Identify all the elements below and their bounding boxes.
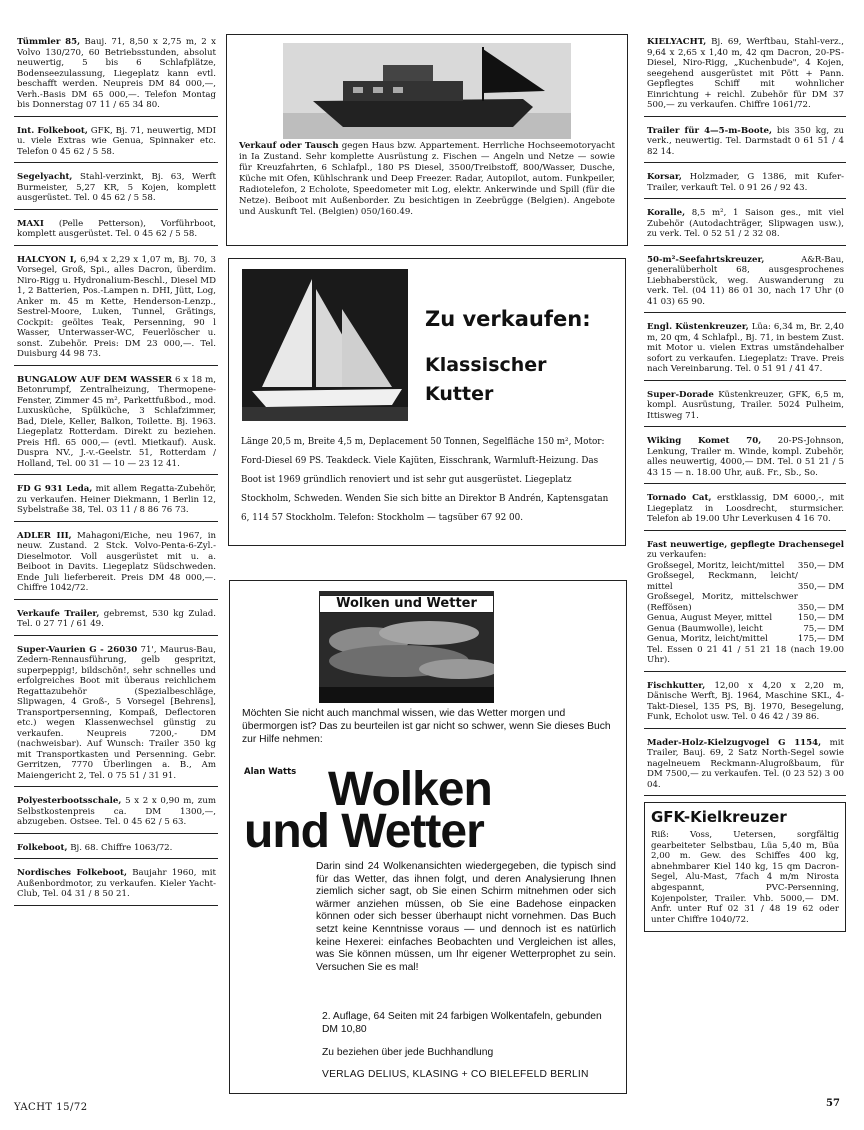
classified-ad-body: Küstenkreuzer, GFK, 6,5 m, kompl. Ausrüstung, Trailer. 5024 Pulheim, Ittisweg 71. [647,389,844,421]
classified-ad-head: Mader-Holz-Kielzugvogel G 1154, [647,737,822,748]
classified-ad [14,481,218,522]
classified-ad-head: Tümmler 85, [17,37,81,47]
gfk-ad [644,802,846,932]
classified-ad-head: Int. Folkeboot, [17,125,88,136]
classified-ad [14,793,218,834]
kutter-heading-title: Klassischer Kutter [425,354,547,405]
classified-ad-body: 6 x 18 m, Betonrumpf, Zentralheizung, Thermopene-Fenster, Zimmer 45 m², Parkettfußbod., mod. Luxusküche, Spülküche, 3 Schlafzimmer, Bad, Diele, Keller, Balkon, Toilette. Bj. 1963. Liegeplatz Rotterdam. Direkt zu beziehen. Preis Hfl. 65 000,— (evtl. Mietkauf). Ausk. Duspra NV., J.-v.-Geelstr. 51, Rotterdam / Holland, Tel. 00 31 — 10 — 23 12 41. [17,374,217,469]
book-edition: 2. Auflage, 64 Seiten mit 24 farbigen Wolkentafeln, gebunden DM 10,80 [322,1011,602,1035]
sails-contact: Tel. Essen 0 21 41 / 51 21 18 (nach 19.00 Uhr). [647,644,844,665]
sail-name: Genua, Moritz, leicht/mittel [647,634,768,644]
classified-ad-head: Verkaufe Trailer, [17,608,100,619]
classified-ad [14,372,218,476]
sail-price: 350,— DM [797,560,844,571]
classified-ad-head: HALCYON I, [17,254,77,265]
magazine-issue: YACHT 15/72 [14,1102,88,1113]
right-classifieds-column [644,34,846,932]
classified-ad-head: KIELYACHT, [647,37,707,47]
book-ad [229,580,627,1094]
book-intro: Möchten Sie nicht auch manchmal wissen, wie das Wetter morgen und übermorgen ist? Das zu beurteilen ist gar nicht so schwer, wenn Sie dieses Buch zur Hilfe nehmen: [242,708,611,745]
classified-ad [644,735,846,797]
sail-price: 175,— DM [797,634,844,644]
book-publisher: VERLAG DELIUS, KLASING + CO BIELEFELD BERLIN [322,1069,589,1080]
classified-ad-head: Fischkutter, [647,680,706,691]
classified-ad-head: Koralle, [647,208,686,218]
kutter-text: Länge 20,5 m, Breite 4,5 m, Deplacement 50 Tonnen, Segelfläche 150 m², Motor: Ford-Diesel 69 PS. Teakdeck. Viele Kajüten, Eisschrank, Warmluft-Heizung. Das Boot ist 1969 gründlich renoviert und ist sehr gut ausgerüstet. Liegeplatz Stockholm, Schweden. Wenden Sie sich bitte an Direktor B Andrén, Kaptensgatan 6, 114 57 Stockholm. Telefon: Stockholm — tagsüber 67 92 00. [241,437,609,523]
kutter-photo [242,269,408,421]
sail-item [647,592,844,613]
classified-ad-head: Folkeboot, [17,842,68,853]
sail-item [647,613,844,624]
classified-ad [644,169,846,199]
classified-ad-body: 6,94 x 2,29 x 1,07 m, Bj. 70, 3 Vorsegel, Groß, Spi., alles Dacron, überdim. Niro-Rigg u. Hydronalium-Beschl., Diesel MD 1, 2 Batterien, Pos.-Lampen n. DHI, Jütt, Log, Anker m. 45 m Kette, Henderson-Lenzp., Sestrel-Moore, Luken, Tunnel, Grätings, Cockpit: geöltes Teak, Persenning, 90 l Wasser, Unterwasser-WC, Feuerlöscher u. sonst. Zubehör. Preis: DM 23 000,—. Tel. Duisburg 44 98 73. [17,254,216,359]
classified-ad [644,490,846,531]
classified-ad-head: Segelyacht, [17,172,73,182]
book-title-line1: Wolken [328,763,492,816]
book-author: Alan Watts [244,767,297,777]
classified-ad-head: Tornado Cat, [647,493,712,503]
sail-name: Großsegel, Moritz, leicht/mittel [647,560,785,571]
classified-ad-body: mit Trailer, Bauj. 69, 2 Satz North-Segel sowie nagelneuem Reckmann-Alugroßbaum, für DM 7500,— zu verkaufen. Tel. (0 23 52) 3 00 04. [647,737,844,790]
motoryacht-text: Verkauf oder Tausch gegen Haus bzw. Appartement. Herrliche Hochseemotoryacht in Ia Zustand. Sehr komplette Ausrüstung z. Fischen — Angeln und Netze — sowie für Kreuzfahrten, 6 Schlafpl., 180 PS Diesel, 3500/Treibstoff, 800/Wasser, Dusche, Küche mit Ofen, Kühlschrank und Deep Freezer. Radar, Autopilot, autom. Funkpeiler, Radiotelefon, 2 Echolote, Speedometer mit Log, elektr. Ankerwinde und Spill (für die Netze). Beiboot mit Außenborder. Zu besichtigen in Zeebrügge (Belgien). Angebote und Auskunft Tel. (Belgien) 050/160.49. [239,141,615,217]
classified-ad-head: ADLER III, [17,530,72,541]
classified-ad-body: mit allem Regatta-Zubehör, zu verkaufen. Heiner Diekmann, 1 Berlin 12, Sybelstraße 38, Tel. 03 11 / 8 86 76 73. [17,484,217,515]
classified-ad-head: 50-m²-Seefahrtskreuzer, [647,254,765,265]
classified-ad-head: Engl. Küstenkreuzer, [647,322,749,332]
book-cover-title: Wolken und Wetter [319,595,494,613]
classified-ad-body: Baujahr 1960, mit Außenbordmotor, zu verkaufen. Kieler Yacht-Club, Tel. 04 31 / 8 50 21. [17,868,216,899]
classified-ad-body: Bauj. 71, 8,50 x 2,75 m, 2 x Volvo 130/270, 60 Betriebsstunden, absolut neuwertig, 5 bis 6 Schlafplätze, Bodenseezulassung, Liegeplatz kann evtl. beschafft werden. Neupreis DM 84 000,—, Verh.-Basis DM 65 000,—. Telefon Montag bis Donnerstag 07 11 / 65 34 80. [17,37,216,110]
classified-ad [644,205,846,246]
classified-ad-head: Korsar, [647,172,682,182]
classified-ad-head: Nordisches Folkeboot, [17,868,127,878]
sail-item [647,561,844,572]
book-title [244,763,624,858]
classified-ad [14,528,218,600]
sail-name: Großsegel, Reckmann, leicht/ mittel [647,571,798,592]
gfk-title: GFK-Kielkreuzer [651,808,787,826]
classified-ad-body: 5 x 2 x 0,90 m, zum Selbstkostenpreis ca. DM 1300,—, abzugeben. Ostsee. Tel. 0 45 62 / 5 63. [17,796,217,827]
sail-price: 350,— DM [797,602,844,613]
book-description: Darin sind 24 Wolkenansichten wiedergegeben, die typisch sind für das Wetter, das ihnen folgt, und deren Analysierung Ihnen ziemlich sicher sagt, ob Sie einen Schirm mitnehmen oder sich wärmer anziehen müssen, ob Sie eine Badehose einpacken können oder sich besser überhaupt nicht vornehmen. Das Buch setzt keine Kenntnisse voraus — und dennoch ist es natürlich keine Hexerei: einfaches Beobachten und Vergleichen ist alles, was Sie können müssen, um Ihr eigener Wetterprophet zu sein. Versuchen Sie es mal! [316,861,616,973]
classified-ad [644,387,846,428]
classified-ad-head: FD G 931 Leda, [17,484,93,494]
motoryacht-photo [283,43,571,139]
classified-ad [644,34,846,117]
sail-name: Genua, August Meyer, mittel [647,613,773,623]
classified-ad [14,34,218,117]
classified-ad-body: Bj. 69, Werftbau, Stahl-verz., 9,64 x 2,65 x 1,40 m, 42 qm Dacron, 20-PS-Diesel, Niro-Rigg, „Kuchenbude", 4 Kojen, seegehend ausgerüstet mit Pött + Pann. Gepflegtes Schiff mit wohnlicher Einrichtung + reichl. Zubehör für DM 37 500,— zu verkaufen. Chiffre 1061/72. [647,37,845,110]
gfk-body: Riß: Voss, Uetersen, sorgfältig gearbeiteter Selbstbau, Lüa 5,40 m, Büa 2,00 m. Gew. des Schiffes 400 kg, abnehmbarer Kiel 140 kg, 15 qm Dacron-Segel, Alu-Mast, 7fach 4 m/m Nirosta abgespannt, PVC-Persenning, Kojenpolster, Trailer. Vhb. 5000,— DM. Anfr. unter Ruf 02 31 / 48 19 62 oder unter Chiffre 1040/72. [651,830,839,925]
sail-price: 75,— DM [803,623,844,634]
classified-ad-head: Wiking Komet 70, [647,436,762,446]
sail-name: Genua (Baumwolle), leicht [647,623,763,634]
classified-ad [644,252,846,314]
classified-ad-head: Super-Vaurien G - 26030 [17,644,138,655]
sail-price: 150,— DM [797,613,844,623]
classified-ad [644,433,846,484]
left-classifieds-column [14,34,218,912]
sail-item [647,634,844,645]
sails-ad: Fast neuwertige, gepflegte Drachensegel zu verkaufen: Großsegel, Moritz, leicht/mittel 350,— DM Großsegel, Reckmann, leicht/ mittel 350,— DM Großsegel, Moritz, mittelschwer (Reffösen) 350,— DM Genua, August Meyer, mittel 150,— DM Genua (Baumwolle), leicht 75,— DM Genua, Moritz, leicht/mittel 175,— DM Tel. Essen 0 21 41 / 51 21 18 (nach 19.00 Uhr). [644,537,846,672]
sail-item [647,571,844,592]
classified-ad-body: Bj. 68. Chiffre 1063/72. [70,842,173,853]
classified-ad-head: BUNGALOW AUF DEM WASSER [17,374,172,385]
classified-ad-head: Super-Dorade [647,389,714,400]
classified-ad-head: Polyesterbootsschale, [17,796,122,806]
classified-ad-head: MAXI [17,218,44,229]
page-number: 57 [826,1098,840,1109]
classified-ad [14,252,218,366]
classified-ad-body: 71', Maurus-Bau, Zedern-Rennausführung, gelb gespritzt, superpeppig!, bildschön!, sehr schnelles und erfolgreiches Boot mit überaus reichlichem Regattazubehör (Spezialbeschläge, Slipwagen, 4 Groß-, 5 Vorsegel [Behrens], Transportpersenning, Kompaß, Deflectoren etc.) wegen Klassenwechsel günstig zu verkaufen. Neupreis 7200,- DM (nachweisbar). Auf Wunsch: Trailer 350 kg mit Transportkasten und Persenning. Gebr. Gerritzen, 7770 Überlingen a. B., Am Maiengericht 2, Tel. 0 75 51 / 31 91. [17,644,216,781]
classified-ad-body: Mahagoni/Eiche, neu 1967, in neuw. Zustand. 2 Stck. Volvo-Penta-6-Zyl.-Dieselmotor. Voll ausgerüstet mit u. a. Beiboot in Davits. Liegeplatz Südschweden. Ende Juli lieferbereit. Preis DM 48 000,—. Chiffre 1042/72. [17,530,217,593]
classified-ad-head: Trailer für 4—5-m-Boote, [647,125,773,136]
classified-ad [644,123,846,164]
kutter-ad [228,258,626,546]
classified-ad-body: 20-PS-Johnson, Lenkung, Trailer m. Winde, kompl. Zubehör, alles neuwertig, 4000,— DM. Tel. 0 51 21 / 5 43 15 — n. 18.00 Uhr, auß. Fr., Sb., So. [647,436,845,478]
classified-ad-body: bis 350 kg, zu verk., neuwertig. Tel. Darmstadt 0 61 51 / 4 82 14. [647,125,845,157]
classified-ad-body: gebremst, 530 kg Zulad. Tel. 0 27 71 / 61 49. [17,608,216,629]
sail-name: Großsegel, Moritz, mittelschwer (Reffösen) [647,592,798,613]
classified-ad [14,642,218,788]
classified-ad-body: 12,00 x 4,20 x 2,20 m, Dänische Werft, Bj. 1964, Maschine SKL, 4-Takt-Diesel, 135 PS, Bj. 1970, Besegelung, Funk, Echolot usw. Tel. 0 46 42 / 39 86. [647,680,845,722]
book-availability: Zu beziehen über jede Buchhandlung [322,1047,494,1058]
classified-ad-body: erstklassig, DM 6000,-, mit Liegeplatz in Loosdrecht, sturmsicher. Telefon ab 19.00 Uhr Leverkusen 4 16 70. [647,493,844,524]
classified-ad [14,606,218,636]
motoryacht-ad [226,34,628,246]
classified-ad [14,865,218,906]
book-title-line2: und Wetter [244,805,484,858]
classified-ad-body: A&R-Bau, generalüberholt 68, ausgesprochenes Liebhaberstück, weg. Auswanderung zu verk. Tel. (04 11) 86 01 30, nach 17 Uhr (0 41 03) 65 90. [647,254,844,307]
sail-item [647,624,844,635]
classified-ad [14,840,218,860]
classified-ad-body: (Pelle Petterson), Vorführboot, komplett ausgerüstet. Tel. 0 45 62 / 5 58. [17,218,217,239]
classified-ad-body: Holzmader, G 1386, mit Kufer-Trailer, verkauft Tel. 0 91 26 / 92 43. [647,172,844,193]
classified-ad-body: 8,5 m², 1 Saison ges., mit viel Zubehör (Autodachträger, Slipwagen usw.), zu verk. Tel. 0 52 51 / 2 32 08. [647,208,845,239]
book-cover-image [319,591,494,703]
classified-ad [644,678,846,729]
classified-ad-body: GFK, Bj. 71, neuwertig, MDI u. viele Extras wie Genua, Spinnaker etc. Telefon 0 45 62 / 5 58. [17,125,216,157]
classified-ad-body: Stahl-verzinkt, Bj. 63, Werft Burmeister, 5,27 KR, 5 Kojen, komplett ausgerüstet. Tel. 0 45 62 / 5 58. [17,172,217,203]
sail-price: 350,— DM [797,581,844,592]
classified-ad [644,319,846,381]
kutter-heading-for-sale: Zu verkaufen: [425,307,591,331]
classified-ad [14,169,218,210]
classified-ad-body: Lüa: 6,34 m, Br. 2,40 m, 20 qm, 4 Schlafpl., Bj. 71, in bestem Zust. mit Motor u. vielen Extras umständehalber sofort zu verkaufen. Liegeplatz: Trave. Preis nach Vereinbarung. Tel. 0 51 91 / 41 47. [647,322,845,374]
classified-ad [14,123,218,164]
classified-ad [14,216,218,246]
